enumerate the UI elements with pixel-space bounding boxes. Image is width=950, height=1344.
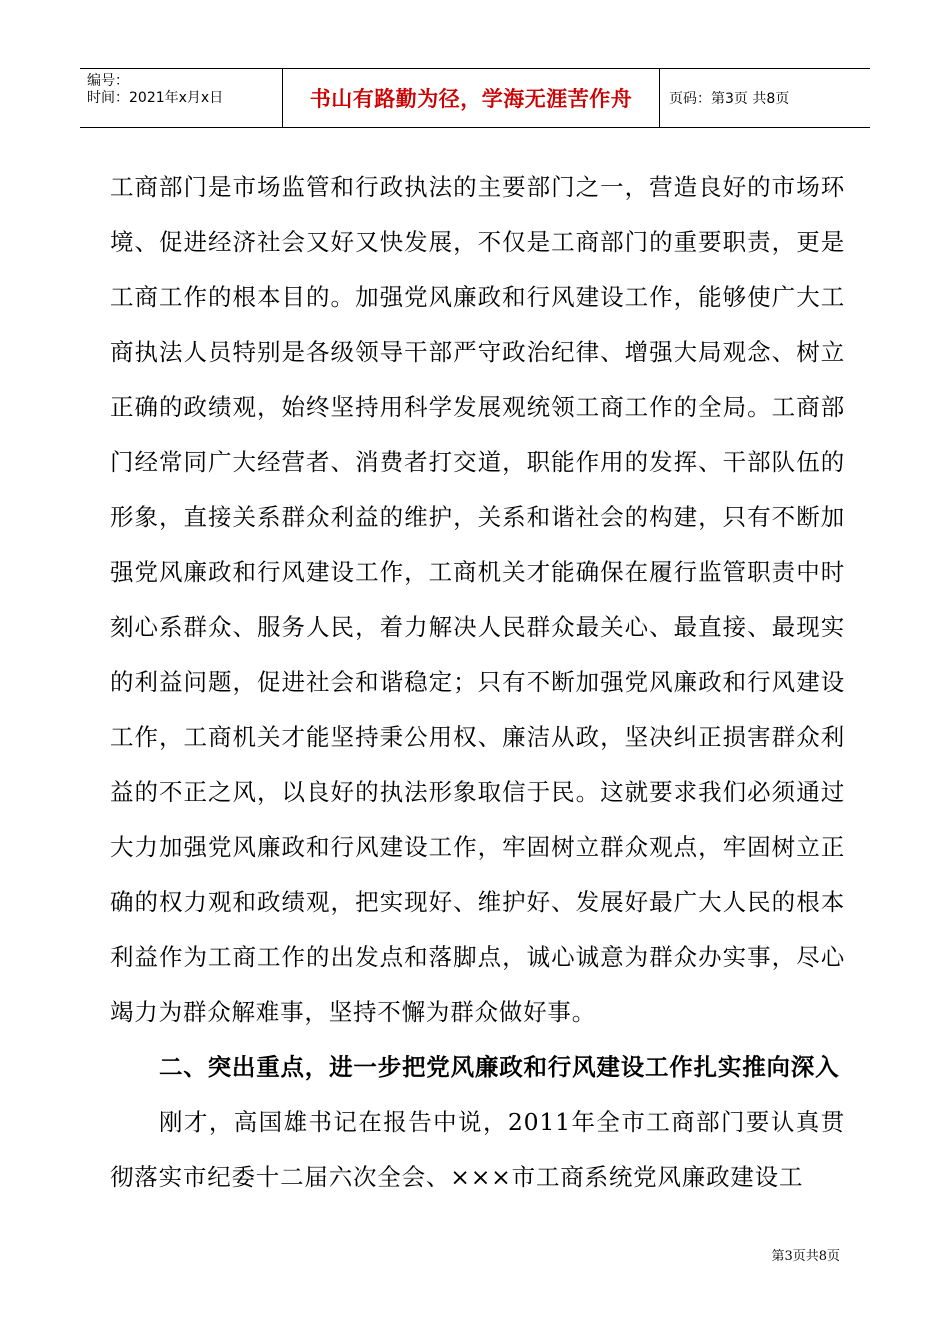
header-page-info: 页码：第3页 共8页 [669,91,790,107]
document-time-label: 时间：2021年x月x日 [87,90,224,106]
header-meta [80,69,283,127]
header-motto: 书山有路勤为径，学海无涯苦作舟 [283,69,660,127]
document-body [110,160,845,1205]
document-number-label: 编号： [87,73,129,89]
section-heading: 二、突出重点，进一步把党风廉政和行风建设工作扎实推向深入 [159,1053,840,1081]
page-footer: 第3页共8页 [771,1249,840,1264]
body-paragraph: 刚才，高国雄书记在报告中说，2011年全市工商部门要认真贯彻落实市纪委十二届六次全会、×××市工商系统党风廉政建设工 [110,1108,845,1191]
document-header [80,68,870,128]
body-paragraph: 工商部门是市场监管和行政执法的主要部门之一，营造良好的市场环境、促进经济社会又好又快发展，不仅是工商部门的重要职责，更是工商工作的根本目的。加强党风廉政和行风建设工作，能够使广大工商执法人员特别是各级领导干部严守政治纪律、增强大局观念、树立正确的政绩观，始终坚持用科学发展观统领工商工作的全局。工商部门经常同广大经营者、消费者打交道，职能作用的发挥、干部队伍的形象，直接关系群众利益的维护，关系和谐社会的构建，只有不断加强党风廉政和行风建设工作，工商机关才能确保在履行监管职责中时刻心系群众、服务人民，着力解决人民群众最关心、最直接、最现实的利益问题，促进社会和谐稳定；只有不断加强党风廉政和行风建设工作，工商机关才能坚持秉公用权、廉洁从政，坚决纠正损害群众利益的不正之风，以良好的执法形象取信于民。这就要求我们必须通过大力加强党风廉政和行风建设工作，牢固树立群众观点，牢固树立正确的权力观和政绩观，把实现好、维护好、发展好最广大人民的根本利益作为工商工作的出发点和落脚点，诚心诚意为群众办实事，尽心竭力为群众解难事，坚持不懈为群众做好事。 [110,173,845,1026]
